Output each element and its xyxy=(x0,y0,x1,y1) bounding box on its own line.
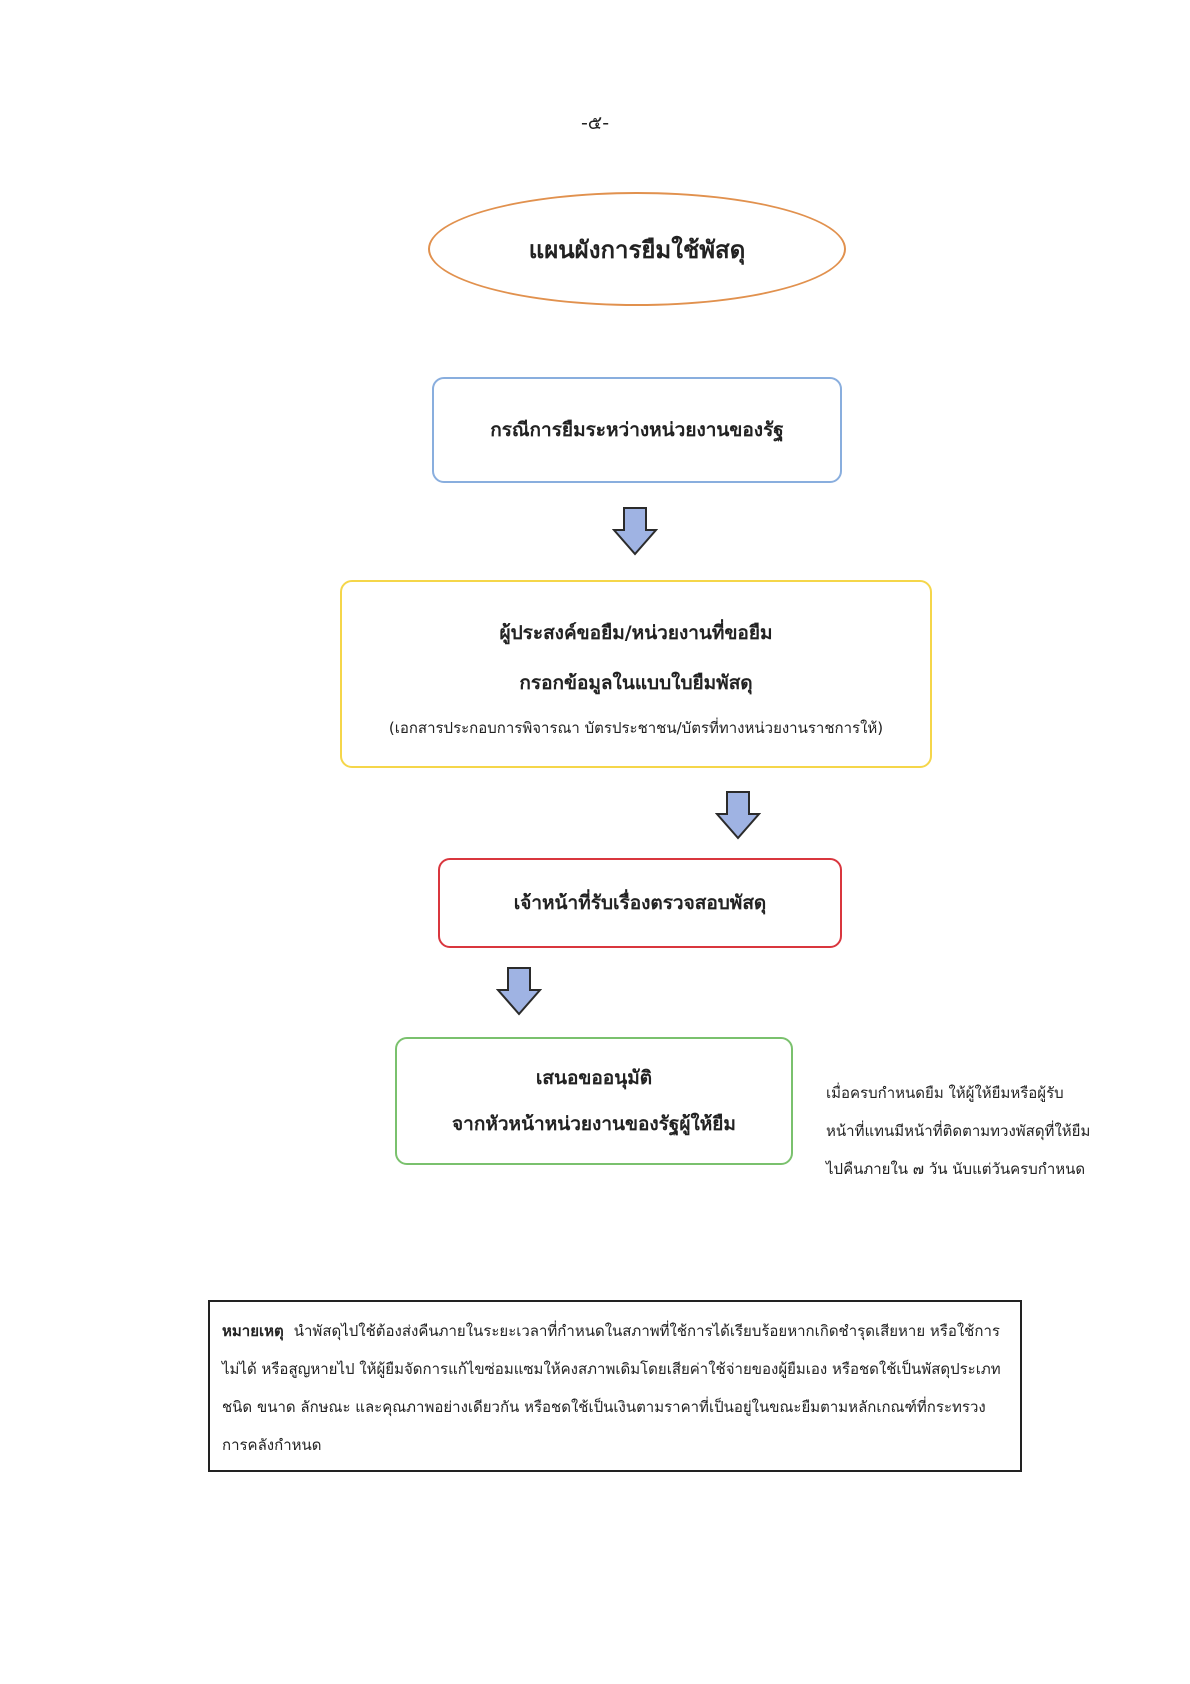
step-box-officer-check xyxy=(438,858,842,948)
remark-label: หมายเหตุ xyxy=(222,1322,284,1340)
down-arrow-icon xyxy=(612,506,658,556)
step-label: ผู้ประสงค์ขอยืม/หน่วยงานที่ขอยืม xyxy=(499,622,773,644)
step-box-request-form xyxy=(340,580,932,768)
step-label: จากหัวหน้าหน่วยงานของรัฐผู้ให้ยืม xyxy=(452,1113,736,1135)
step-note: (เอกสารประกอบการพิจารณา บัตรประชาชน/บัตรที่ทางหน่วยงานราชการให้) xyxy=(388,719,884,737)
remark-box xyxy=(208,1300,1022,1472)
flowchart-title: แผนผังการยืมใช้พัสดุ xyxy=(528,235,746,264)
note-line: หน้าที่แทนมีหน้าที่ติดตามทวงพัสดุที่ให้ยืม xyxy=(826,1122,1091,1140)
step-box-approval xyxy=(395,1037,793,1165)
note-line: เมื่อครบกำหนดยืม ให้ผู้ให้ยืมหรือผู้รับ xyxy=(826,1084,1064,1102)
step-box-inter-agency xyxy=(432,377,842,483)
return-deadline-note xyxy=(826,1074,1126,1188)
note-line: ไปคืนภายใน ๗ วัน นับแต่วันครบกำหนด xyxy=(826,1160,1086,1178)
down-arrow-icon xyxy=(715,790,761,840)
step-label: กรณีการยืมระหว่างหน่วยงานของรัฐ xyxy=(490,419,784,441)
step-label: เสนอขออนุมัติ xyxy=(535,1067,653,1089)
flowchart-title-ellipse xyxy=(428,192,846,306)
remark-text: นำพัสดุไปใช้ต้องส่งคืนภายในระยะเวลาที่กำหนดในสภาพที่ใช้การได้เรียบร้อยหากเกิดชำรุดเสียหาย หรือใช้การไม่ได้ หรือสูญหายไป ให้ผู้ยืมจัดการแก้ไขซ่อมแซมให้คงสภาพเดิมโดยเสียค่าใช้จ่ายของผู้ยืมเอง หรือชดใช้เป็นพัสดุประเภท ชนิด ขนาด ลักษณะ และคุณภาพอย่างเดียวกัน หรือชดใช้เป็นเงินตามราคาที่เป็นอยู่ในขณะยืมตามหลักเกณฑ์ที่กระทรวงการคลังกำหนด xyxy=(222,1322,1001,1454)
step-label: เจ้าหน้าที่รับเรื่องตรวจสอบพัสดุ xyxy=(513,892,767,914)
down-arrow-icon xyxy=(496,966,542,1016)
page-number: -๕- xyxy=(580,112,610,134)
step-label: กรอกข้อมูลในแบบใบยืมพัสดุ xyxy=(519,672,753,694)
